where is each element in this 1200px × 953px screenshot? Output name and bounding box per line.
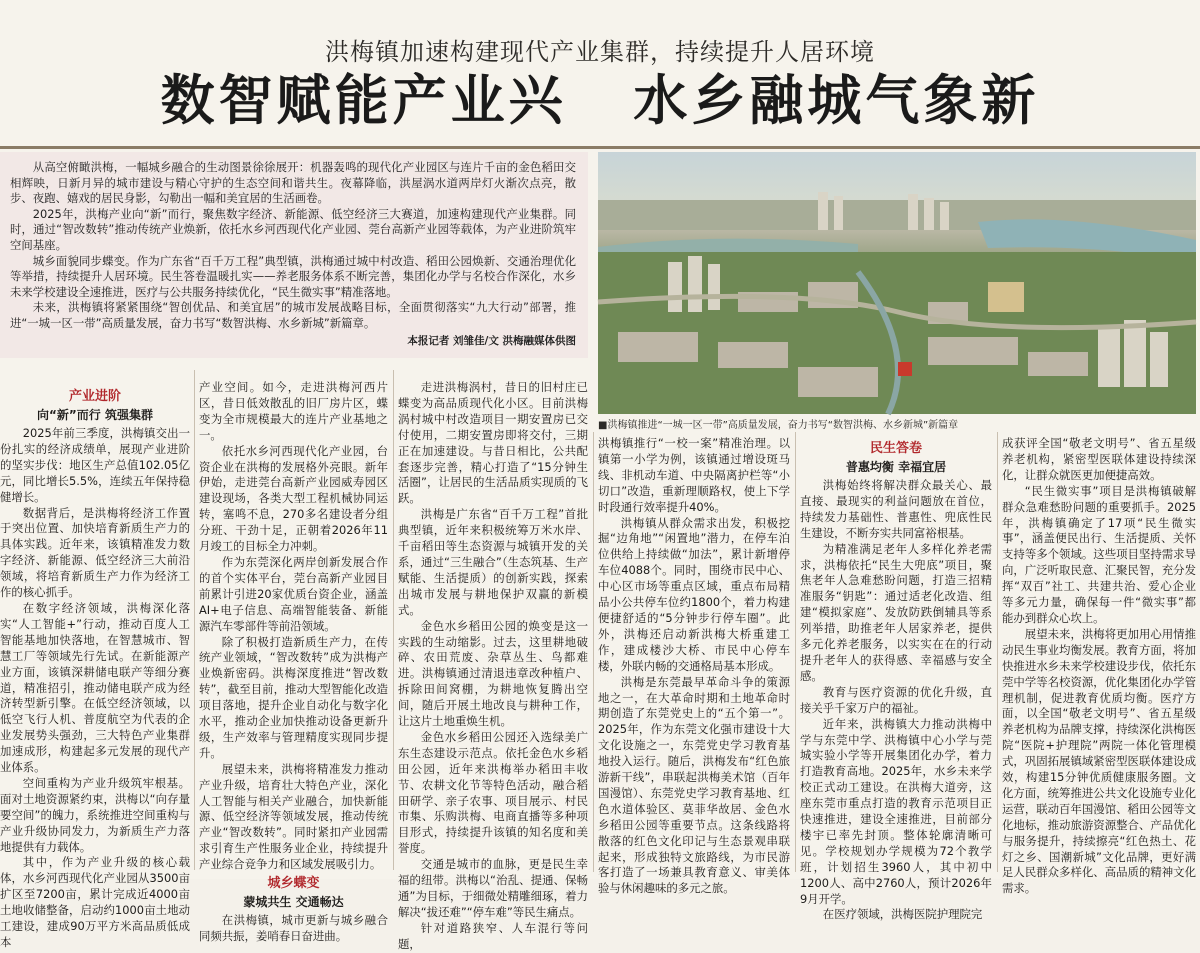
body-paragraph: 洪梅始终将解决群众最关心、最直接、最现实的利益问题放在首位，持续发力基础性、普惠性、兜底性民生建设，不断夯实共同富裕根基。 xyxy=(800,478,992,540)
section-title-livelihood: 民生答卷 xyxy=(869,441,922,456)
column-divider xyxy=(997,432,998,872)
body-paragraph: 依托水乡河西现代化产业园，台资企业在洪梅的发展格外亮眼。新年伊始，走进莞台高新产业园威寿园区建设现场，各类大型工程机械协同运转，塞鸣不息，270多名建设者分组分班、干劲十足，正朝着2026年11月竣工的目标全力冲刺。 xyxy=(199,443,388,554)
body-paragraph: 除了积极打造新质生产力，在传统产业领域，“智改数转”成为洪梅产业焕新密码。洪梅深度推进“智改数转”，截至目前，推动大型智能化改造项目落地，提升企业自动化与数字化水平，推动企业加快推动设备更新升级，生产效率与管理精度实现同步提升。 xyxy=(199,634,388,760)
body-paragraph: 教育与医疗资源的优化升级，直接关乎千家万户的福祉。 xyxy=(800,684,992,715)
photo-caption: ■洪梅镇推进“一城一区一带”高质量发展，奋力书写“数智洪梅、水乡新城”新篇章 xyxy=(598,420,959,431)
headline-left: 数智赋能产业兴 xyxy=(160,69,567,132)
body-paragraph: 近年来，洪梅镇大力推动洪梅中学与东莞中学、洪梅镇中心小学与莞城实验小学等开展集团化办学，着力打造教育高地。2025年，水乡未来学校正式动工建设。在洪梅大道旁，这座东莞市重点打造的教育示范项目正快速推进，建设全速推进，目前部分楼宇已率先封顶。整体轮廓清晰可见。学校规划办学规模为72个教学班，计划招生3960人，其中初中1200人、高中2760人，预计2026年9月开学。 xyxy=(800,716,992,906)
aerial-photo xyxy=(598,152,1196,414)
header-rule xyxy=(0,146,1200,149)
body-paragraph: 洪梅是东莞最早革命斗争的策源地之一，在大革命时期和土地革命时期创造了东莞党史上的“五个第一”。2025年，作为东莞文化强市建设十大文化设施之一，东莞党史学习教育基地投入运行。随后，洪梅发布“红色旅游新干线”，串联起洪梅美术馆（百年国漫馆）、东莞党史学习教育基地、红色水道体验区、莫菲华故居、金色水乡稻田公园等重要节点。这条线路将散落的红色文化印记与生态景观串联起来，形成独特文旅路线，为市民游客打造了一场兼具教育意义、审美体验与休闲趣味的多元之旅。 xyxy=(598,674,790,896)
section-title-urban: 城乡蝶变 xyxy=(267,876,320,892)
body-paragraph: 2025年前三季度，洪梅镇交出一份扎实的经济成绩单，展现产业进阶的坚实步伐：地区生产总值102.05亿元，同比增长5.5%，连续五年保持稳健增长。 xyxy=(0,426,190,504)
lead-paragraph: 2025年，洪梅产业向“新”而行，聚焦数字经济、新能源、低空经济三大赛道，加速构建现代产业集群。同时，通过“智改数转”推动传统产业焕新，依托水乡河西现代化产业园、莞台高新产业园等载体，为产业进阶筑牢空间基座。 xyxy=(10,206,576,252)
lead-paragraph: 从高空俯瞰洪梅，一幅城乡融合的生动图景徐徐展开：机器轰鸣的现代化产业园区与连片千亩的金色稻田交相辉映，日新月异的城市建设与精心守护的生态空间和谐共生。夜幕降临，洪屋涡水道两岸灯火渐次点亮，散步、夜跑、嬉戏的居民身影，勾勒出一幅和美宜居的生活画卷。 xyxy=(10,160,576,206)
body-paragraph: 在洪梅镇，城市更新与城乡融合同频共振，姜哨春日奋进曲。 xyxy=(199,913,388,943)
body-paragraph: 金色水乡稻田公园还入选绿美广东生态建设示范点。依托金色水乡稻田公园，近年来洪梅举办稻田丰收节、农耕文化节等特色活动，融合稻田研学、亲子农事、项目展示、村民市集、乐购洪梅、电商直播等多种项目形式，持续提升该镇的知名度和美誉度。 xyxy=(398,729,588,856)
column-6 xyxy=(1002,436,1196,896)
column-divider xyxy=(593,432,594,872)
body-paragraph: 空间重构为产业升级筑牢根基。面对土地资源紧约束，洪梅以“向存量要空间”的魄力，系统推进空间重构与产业升级协同发力，为新质生产力落地提供有力载体。 xyxy=(0,775,190,854)
body-paragraph: 金色水乡稻田公园的焕变是这一实践的生动缩影。过去，这里耕地破碎、农田荒废、杂草丛生、鸟都难进。洪梅镇通过清退违章改种植户、拆除田间窝棚，为耕地恢复腾出空间，随后开展土地改良与耕种工作，让这片土地重焕生机。 xyxy=(398,618,588,729)
section-title-industry: 产业进阶 xyxy=(68,389,121,404)
body-paragraph: 作为东莞深化两岸创新发展合作的首个实体平台，莞台高新产业园目前累计引进20家优质台资企业，涵盖AI+电子信息、高端智能装备、新能源汽车零部件等前沿领域。 xyxy=(199,554,388,633)
body-paragraph: 在医疗领域，洪梅医院护理院完 xyxy=(822,907,983,922)
headline-right: 水乡融城气象新 xyxy=(633,69,1040,132)
lead-paragraph: 未来，洪梅镇将紧紧围绕“智创优品、和美宜居”的城市发展战略目标，全面贯彻落实“九大行动”部署，推进“一城一区一带”高质量发展，奋力书写“数智洪梅、水乡新城”新篇章。 xyxy=(10,300,576,330)
column-5 xyxy=(800,438,992,922)
column-divider xyxy=(194,370,195,870)
body-paragraph: 产业空间。如今，走进洪梅河西片区，昔日低效散乱的旧厂房片区，蝶变为全市规模最大的连片产业基地之一。 xyxy=(199,380,388,442)
body-paragraph: 走进洪梅涡村，昔日的旧村庄已蝶变为高品质现代化小区。目前洪梅涡村城中村改造项目一期安置房已交付使用，二期安置房即将交付，三期正在加速建设。与昔日相比，公共配套逐步完善，精心打造了“15分钟生活圈”，让居民的生活品质实现质的飞跃。 xyxy=(398,380,588,506)
column-3 xyxy=(398,380,588,951)
column-divider xyxy=(393,370,394,870)
body-paragraph: 数据背后，是洪梅将经济工作置于突出位置、加快培育新质生产力的具体实践。近年来，该镇精准发力数字经济、新能源、低空经济三大前沿领域，将培育新质生产力作为经济工作的核心抓手。 xyxy=(0,505,190,600)
body-paragraph: “民生微实事”项目是洪梅镇破解群众急难愁盼问题的重要抓手。2025年，洪梅镇确定了17项“民生微实事”，涵盖便民出行、生活提质、关怀支持等多个领域。这些项目坚持需求导向，广泛听取民意、汇聚民智，充分发挥“双百”社工、共建共治、爱心企业等多元力量，确保每一件“微实事”都能办到群众心坎上。 xyxy=(1002,483,1196,625)
body-paragraph: 其中，作为产业升级的核心载体，水乡河西现代化产业园从3500亩扩区至7200亩，累计完成近4000亩土地收储整备，启动约1000亩土地动工建设，建成90万平方米高品质低成本 xyxy=(0,855,190,949)
lead-box xyxy=(0,152,588,358)
body-paragraph: 成获评全国“敬老文明号”、省五星级养老机构，紧密型医联体建设持续深化，让群众就医更加便捷高效。 xyxy=(1002,436,1196,482)
aerial-photo-illustration xyxy=(598,152,1196,414)
section-subtitle-urban: 蒙城共生 交通畅达 xyxy=(243,895,344,910)
body-paragraph: 为精准满足老年人多样化养老需求，洪梅依托“民生大兜底”项目，聚焦老年人急难愁盼问题，打造三招精准服务“钥匙”：通过适老化改造、组建“模拟家庭”、发放防跌倒辅具等系列举措，助推老年人居家养老，提供多元化养老服务，以实实在在的行动提升老年人的获得感、幸福感与安全感。 xyxy=(800,541,992,683)
body-paragraph: 洪梅镇从群众需求出发，积极挖掘“边角地”“闲置地”潜力，在停车泊位供给上持续做“加法”，累计新增停车位4088个。同时，围绕市民中心、中心区市场等重点区域，重点布局精品小公共停车位约1800个，着力构建便捷舒适的“5分钟步行停车圈”。此外，洪梅还启动新洪梅大桥重建工作，建成楼沙大桥、市民中心停车楼，外联内畅的交通格局基本形成。 xyxy=(598,515,790,673)
kicker-subtitle: 洪梅镇加速构建现代产业集群，持续提升人居环境 xyxy=(325,38,875,66)
section-subtitle-industry: 向“新”而行 筑强集群 xyxy=(37,408,153,422)
column-divider xyxy=(795,432,796,872)
column-1 xyxy=(0,386,190,949)
main-headline xyxy=(0,66,1200,136)
section-subtitle-livelihood: 普惠均衡 幸福宜居 xyxy=(845,460,947,474)
body-paragraph: 针对道路狭窄、人车混行等问题， xyxy=(398,920,588,951)
body-paragraph: 在数字经济领域，洪梅深化落实“人工智能+”行动，推动百度人工智能基地加快落地，在智慧城市、智慧工厂等领域先行先试。在新能源产业方面，该镇深耕储电联产等细分赛道，精准招引，推动储电联产成为经济转型新引擎。在低空经济领域，以低空飞行人机、普度航空为代表的企业发展势头强劲，三大特色产业集群加速成形，构建起多元发展的现代产业体系。 xyxy=(0,600,190,775)
byline: 本报记者 刘雏佳/文 洪梅融媒体供图 xyxy=(407,334,576,347)
column-4 xyxy=(598,436,790,896)
body-paragraph: 展望未来，洪梅将更加用心用情推动民生事业均衡发展。教育方面，将加快推进水乡未来学校建设步伐，依托东莞中学等名校资源，优化集团化办学管理机制，促进教育优质均衡。医疗方面，以全国“敬老文明号”、省五星级养老机构为品牌支撑，持续深化洪梅医院“医院+护理院”两院一体化管理模式，巩固拓展镇域紧密型医联体建设成效，构建15分钟优质健康服务圈。文化方面，统筹推进公共文化设施专业化运营，联动百年国漫馆、稻田公园等文化地标，推动旅游资源整合、产品优化与服务提升，持续擦亮“红色热土、花灯之乡、国潮新城”文化品牌，更好满足人民群众多样化、高品质的精神文化需求。 xyxy=(1002,626,1196,896)
body-paragraph: 交通是城市的血脉，更是民生幸福的纽带。洪梅以“治乱、提通、保畅通”为目标，于细微处精雕细琢，着力解决“拔还难”“停车难”等民生痛点。 xyxy=(398,857,588,919)
body-paragraph: 展望未来，洪梅将精准发力推动产业升级，培育壮大特色产业，深化人工智能与相关产业融合，加快新能源、低空经济等领域发展，推动传统产业“智改数转”。同时紧扣产业园需求引育生产性服务业企业，持续提升产业综合竞争力和区域发展吸引力。 xyxy=(199,761,388,872)
column-2 xyxy=(199,380,388,943)
body-paragraph: 洪梅是广东省“百千万工程”首批典型镇，近年来积极统筹万米水岸、千亩稻田等生态资源与城镇开发的关系，通过“三生融合”（生态筑基、生产赋能、生活提质）的创新实践，探索出城市发展与耕地保护双赢的新模式。 xyxy=(398,507,588,617)
body-paragraph: 洪梅镇推行“一校一案”精准治理。以镇第一小学为例，该镇通过增设斑马线、非机动车道、中央隔离护栏等“小切口”改造，重新理顺路权，使上下学时段通行效率提升40%。 xyxy=(598,436,790,514)
lead-paragraph: 城乡面貌同步蝶变。作为广东省“百千万工程”典型镇，洪梅通过城中村改造、稻田公园焕新、交通治理优化等举措，持续提升人居环境。民生答卷温暖扎实——养老服务体系不断完善，集团化办学与名校合作深化，水乡未来学校建设全速推进，医疗与公共服务持续优化，“民生微实事”精准落地。 xyxy=(10,253,576,299)
